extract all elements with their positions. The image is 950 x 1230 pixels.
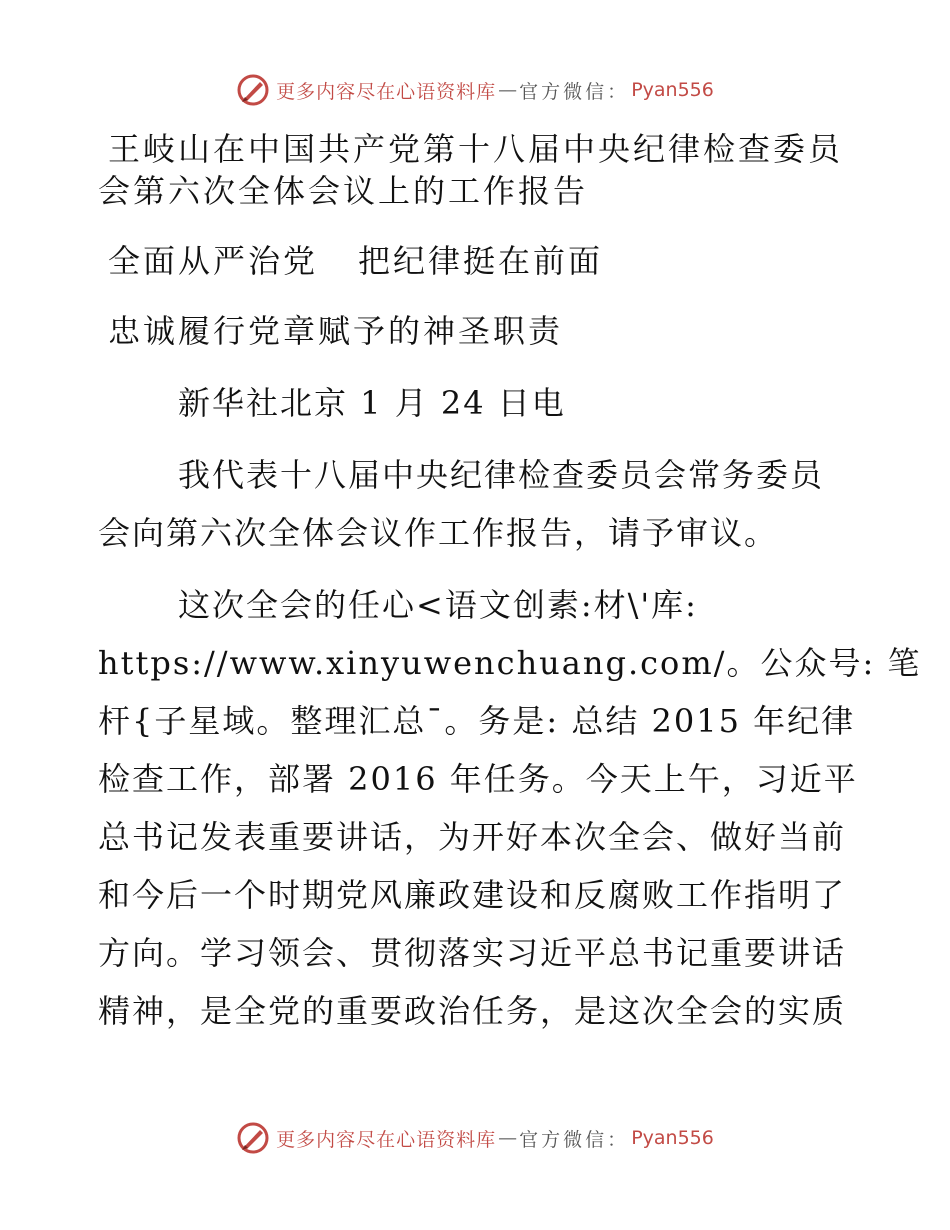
paragraph-line: 我代表十八届中央纪律检查委员会常务委员	[178, 456, 825, 494]
document-title	[98, 128, 858, 212]
quill-pen-logo-icon	[236, 73, 270, 107]
paragraph	[98, 576, 922, 1040]
watermark-brand-text: 更多内容尽在心语资料库	[276, 80, 497, 103]
subtitle-part: 全面从严治党	[108, 242, 319, 280]
subtitle-part: 把纪律挺在前面	[358, 242, 604, 280]
watermark-brand-text: 更多内容尽在心语资料库	[276, 1128, 497, 1151]
paragraph-line: 方向。学习领会、贯彻落实习近平总书记重要讲话	[98, 934, 847, 972]
watermark-dash: —	[498, 79, 518, 101]
subtitle-line: 忠诚履行党章赋予的神圣职责	[108, 312, 564, 350]
document-body	[98, 120, 922, 1040]
title-line: 会第六次全体会议上的工作报告	[98, 172, 589, 210]
footer-watermark-banner	[0, 1118, 950, 1158]
watermark-wechat-id: Pyan556	[631, 1127, 714, 1149]
quill-pen-logo-icon	[236, 1121, 270, 1155]
header-watermark-banner	[0, 70, 950, 110]
paragraph-line: 会向第六次全体会议作工作报告，请予审议。	[98, 514, 779, 552]
paragraph-line: 和今后一个时期党风廉政建设和反腐败工作指明了	[98, 876, 847, 914]
paragraph-line: https://www.xinyuwenchuang.com/。公众号: 笔	[98, 644, 922, 682]
paragraph	[98, 446, 858, 562]
title-line: 王岐山在中国共产党第十八届中央纪律检查委员	[108, 130, 844, 168]
paragraph-line: 杆{子星域。整理汇总¯。务是: 总结 2015 年纪律	[98, 702, 856, 740]
watermark-wechat-id: Pyan556	[631, 79, 714, 101]
paragraph-line: 这次全会的任心<语文创素:材\'库:	[178, 586, 698, 624]
watermark-official-label: 官方微信：	[519, 1128, 630, 1151]
paragraph-line: 精神，是全党的重要政治任务，是这次全会的实质	[98, 992, 847, 1030]
dateline: 新华社北京 1 月 24 日电	[178, 384, 566, 422]
watermark-official-label: 官方微信：	[519, 80, 630, 103]
subtitle-line	[98, 232, 858, 290]
paragraph-line: 检查工作，部署 2016 年任务。今天上午，习近平	[98, 760, 858, 798]
watermark-dash: —	[498, 1127, 518, 1149]
paragraph-line: 总书记发表重要讲话，为开好本次全会、做好当前	[98, 818, 847, 856]
